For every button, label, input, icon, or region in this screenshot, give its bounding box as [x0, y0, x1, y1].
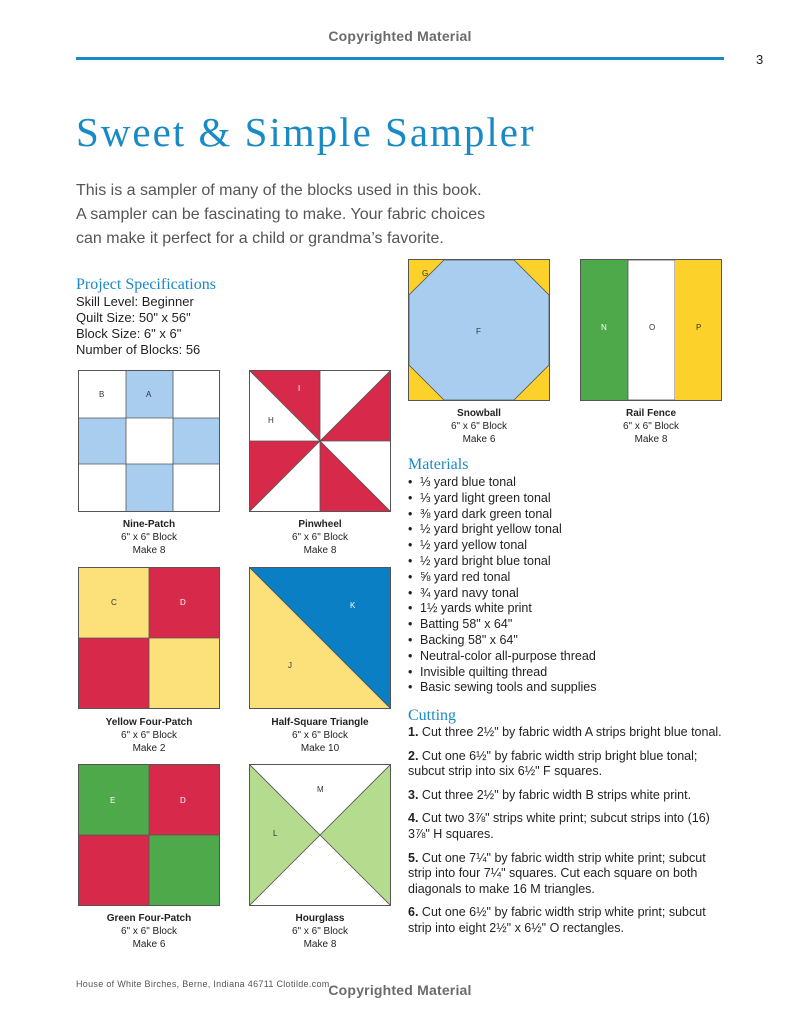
list-item: • Basic sewing tools and supplies: [408, 680, 597, 696]
list-item: • Batting 58" x 64": [408, 617, 597, 633]
materials-list: [408, 475, 597, 696]
intro-line: This is a sampler of many of the blocks used in this book.: [76, 182, 482, 199]
green-four-patch-caption: [59, 912, 239, 951]
rail-fence-caption: [561, 407, 741, 446]
project-specifications: [76, 294, 200, 358]
snowball-caption: [389, 407, 569, 446]
fabric-label-k: K: [350, 601, 356, 610]
intro-line: can make it perfect for a child or grandma’s favorite.: [76, 230, 444, 247]
nine-patch-block: [78, 370, 220, 512]
half-square-triangle-caption: [230, 716, 410, 755]
fabric-label-m: M: [317, 785, 324, 794]
fabric-label-a: A: [146, 390, 152, 399]
step-text: Cut one 7¼" by fabric width strip white print; subcut strip into four 7¼" squares. Cut each square on both diagonals to make 16 M triangles.: [408, 850, 706, 896]
block-name: Hourglass: [295, 913, 345, 924]
list-item: • ½ yard yellow tonal: [408, 538, 597, 554]
list-item: • Invisible quilting thread: [408, 665, 597, 681]
quilt-size: Quilt Size: 50" x 56": [76, 310, 191, 325]
cutting-heading: Cutting: [408, 707, 457, 724]
rail-fence-block: [580, 259, 722, 401]
fabric-label-l: L: [273, 829, 278, 838]
list-item: • ⅓ yard light green tonal: [408, 491, 597, 507]
cutting-step: [408, 788, 728, 804]
block-quantity: Make 6: [462, 434, 496, 445]
number-of-blocks: Number of Blocks: 56: [76, 342, 201, 357]
yellow-four-patch-block: [78, 567, 220, 709]
copyright-watermark-bottom: Copyrighted Material: [328, 982, 472, 998]
cutting-step: [408, 905, 728, 936]
materials-heading: Materials: [408, 456, 469, 473]
block-size: 6" x 6" Block: [291, 730, 348, 741]
fabric-label-c: C: [111, 598, 117, 607]
nine-patch-caption: [59, 518, 239, 557]
block-name: Pinwheel: [298, 519, 342, 530]
list-item: • ⅓ yard blue tonal: [408, 475, 597, 491]
block-quantity: Make 2: [132, 743, 166, 754]
block-name: Snowball: [457, 408, 501, 419]
hourglass-block: [249, 764, 391, 906]
step-text: Cut three 2½" by fabric width A strips bright blue tonal.: [421, 725, 722, 739]
fabric-label-n: N: [601, 323, 607, 332]
hourglass-caption: [230, 912, 410, 951]
list-item: • ⅜ yard dark green tonal: [408, 507, 597, 523]
green-four-patch-block: [78, 764, 220, 906]
step-number: 1.: [408, 725, 419, 739]
block-size: 6" x 6" Block: [450, 421, 507, 432]
step-number: 4.: [408, 811, 419, 826]
step-number: 3.: [408, 787, 419, 802]
step-number: 6.: [408, 905, 419, 920]
block-quantity: Make 8: [634, 434, 668, 445]
intro-line: A sampler can be fascinating to make. Your fabric choices: [76, 206, 486, 223]
fabric-label-d: D: [180, 796, 186, 805]
cutting-steps: [408, 725, 728, 945]
list-item: • ⅝ yard red tonal: [408, 570, 597, 586]
block-quantity: Make 8: [132, 545, 166, 556]
fabric-label-j: J: [288, 661, 292, 670]
list-item: • ½ yard bright blue tonal: [408, 554, 597, 570]
list-item: • ½ yard bright yellow tonal: [408, 522, 597, 538]
cutting-step: [408, 749, 728, 780]
cutting-step: [408, 811, 728, 842]
list-item: • Neutral-color all-purpose thread: [408, 649, 597, 665]
fabric-label-i: I: [298, 384, 301, 393]
cutting-step: [408, 725, 728, 741]
pinwheel-block: [249, 370, 391, 512]
block-name: Rail Fence: [625, 408, 677, 419]
fabric-label-f: F: [476, 327, 481, 336]
block-size: Block Size: 6" x 6": [76, 326, 182, 341]
block-quantity: Make 8: [303, 545, 337, 556]
block-size: 6" x 6" Block: [291, 532, 348, 543]
block-size: 6" x 6" Block: [120, 532, 177, 543]
step-number: 5.: [408, 850, 419, 865]
list-item: • 1½ yards white print: [408, 601, 597, 617]
fabric-label-h: H: [268, 416, 274, 425]
skill-level: Skill Level: Beginner: [76, 294, 194, 309]
step-text: Cut two 3⅞" strips white print; subcut strips into (16) 3⅞" H squares.: [408, 811, 710, 841]
intro-paragraph: [76, 179, 556, 251]
block-size: 6" x 6" Block: [622, 421, 679, 432]
fabric-label-p: P: [696, 323, 702, 332]
fabric-label-g: G: [422, 269, 429, 278]
block-size: 6" x 6" Block: [120, 730, 177, 741]
pinwheel-caption: [230, 518, 410, 557]
block-quantity: Make 10: [300, 743, 340, 754]
publisher-footer: House of White Birches, Berne, Indiana 46711 Clotilde.com: [76, 979, 330, 989]
page-number: 3: [756, 52, 764, 67]
list-item: • ¾ yard navy tonal: [408, 586, 597, 602]
fabric-label-e: E: [110, 796, 116, 805]
block-quantity: Make 8: [303, 939, 337, 950]
block-size: 6" x 6" Block: [291, 926, 348, 937]
page-title: Sweet & Simple Sampler: [76, 109, 536, 155]
block-name: Green Four-Patch: [106, 913, 192, 924]
block-size: 6" x 6" Block: [120, 926, 177, 937]
block-quantity: Make 6: [132, 939, 166, 950]
yellow-four-patch-caption: [59, 716, 239, 755]
step-number: 2.: [408, 748, 419, 763]
cutting-step: [408, 851, 728, 898]
header-rule: [76, 57, 724, 60]
fabric-label-o: O: [649, 323, 656, 332]
fabric-label-d: D: [180, 598, 186, 607]
step-text: Cut one 6½" by fabric width strip white print; subcut strip into eight 2½" x 6½" O rectangles.: [408, 905, 706, 935]
list-item: • Backing 58" x 64": [408, 633, 597, 649]
block-name: Half-Square Triangle: [271, 717, 369, 728]
block-name: Nine-Patch: [122, 519, 176, 530]
fabric-label-b: B: [99, 390, 105, 399]
copyright-watermark-top: Copyrighted Material: [328, 28, 472, 44]
block-name: Yellow Four-Patch: [105, 717, 193, 728]
snowball-block: [408, 259, 550, 401]
step-text: Cut one 6½" by fabric width strip bright blue tonal; subcut strip into six 6½" F squares.: [408, 748, 698, 779]
half-square-triangle-block: [249, 567, 391, 709]
specs-heading: Project Specifications: [76, 276, 216, 293]
step-text: Cut three 2½" by fabric width B strips white print.: [421, 787, 692, 802]
